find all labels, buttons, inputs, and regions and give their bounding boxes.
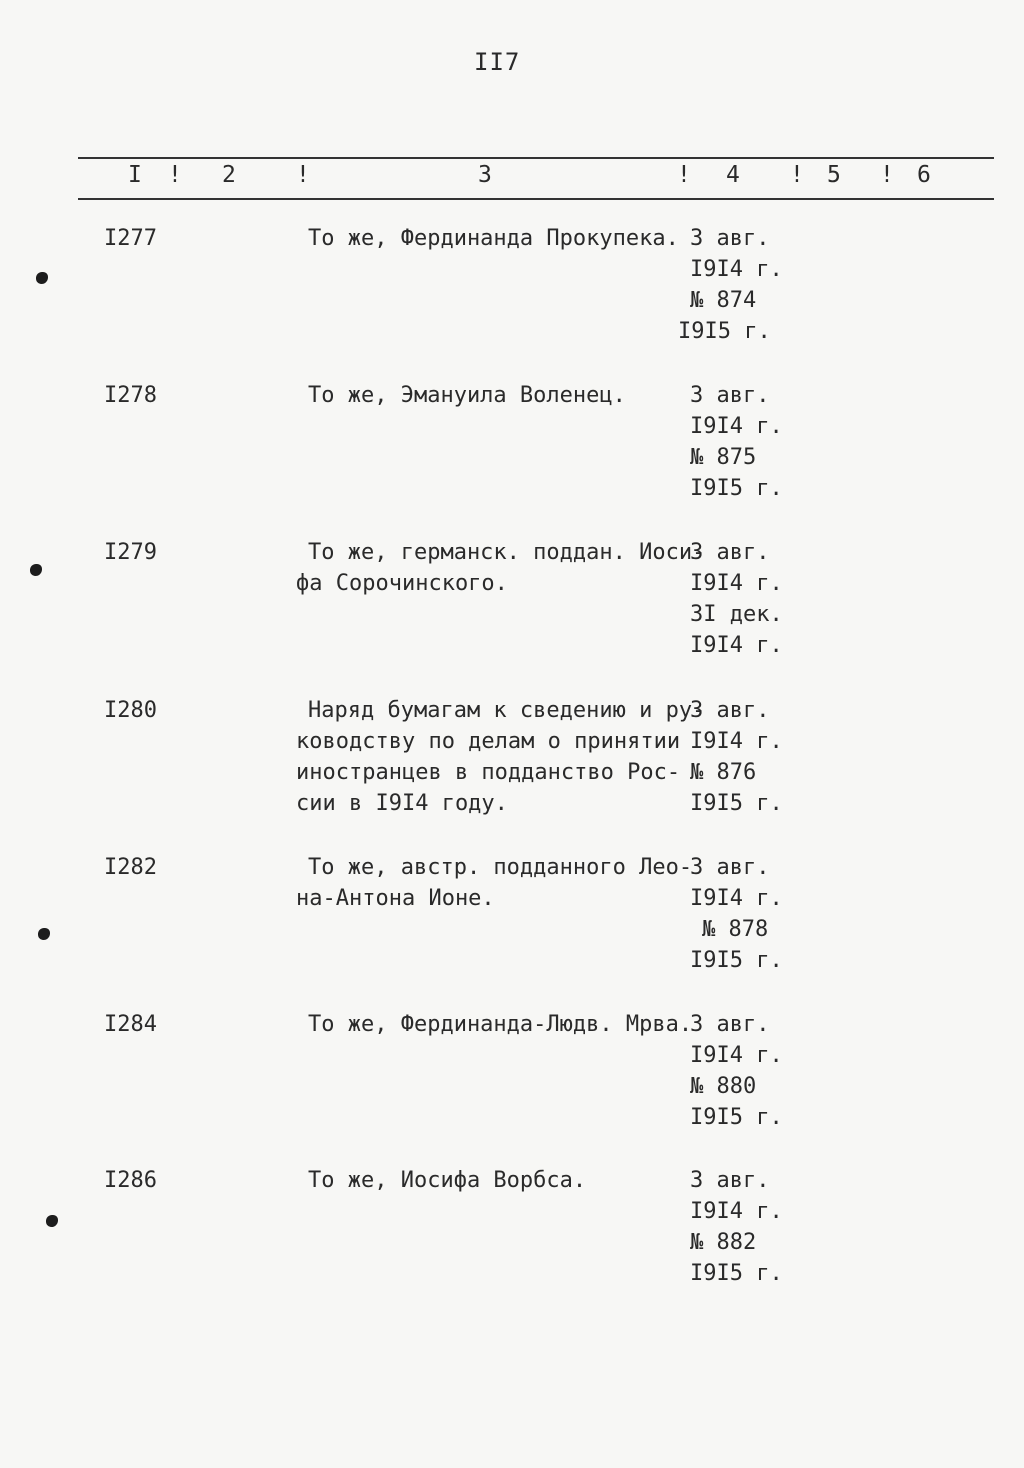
date-line: № 876 <box>690 760 757 785</box>
description-line: фа Сорочинского. <box>296 571 508 596</box>
description-line: сии в I9I4 году. <box>296 791 508 816</box>
date-line: I9I5 г. <box>690 476 783 501</box>
entry-description <box>296 1009 693 1040</box>
description-line: Наряд бумагам к сведению и ру- <box>308 698 706 723</box>
punch-hole-mark <box>36 272 48 284</box>
date-line: I9I4 г. <box>690 633 783 658</box>
entry-date <box>690 380 783 504</box>
date-line: I9I4 г. <box>690 257 783 282</box>
date-line: I9I4 г. <box>690 886 783 911</box>
header-separator: ! <box>880 162 894 188</box>
description-line: То же, австр. подданного Лео- <box>308 855 693 880</box>
date-line: I9I4 г. <box>690 1043 783 1068</box>
punch-hole-mark <box>30 564 42 576</box>
entry-date <box>690 695 783 819</box>
date-line: I9I5 г. <box>690 948 783 973</box>
header-separator: ! <box>168 162 182 188</box>
header-col-1: I <box>128 162 142 188</box>
entry-description <box>296 1165 686 1196</box>
entry-number: I286 <box>104 1168 157 1193</box>
header-separator: ! <box>296 162 310 188</box>
header-col-2: 2 <box>222 162 236 188</box>
date-line: I9I5 г. <box>690 791 783 816</box>
entry-description <box>296 537 706 599</box>
entry-date <box>678 223 783 347</box>
date-line: № 882 <box>690 1230 757 1255</box>
entry-description <box>296 223 686 254</box>
entry-description <box>296 695 706 819</box>
description-line: ководству по делам о принятии <box>296 729 681 754</box>
entry-date <box>690 1165 783 1289</box>
date-line: 3 авг. <box>690 698 770 723</box>
entry-description <box>296 380 686 411</box>
date-line: 3 авг. <box>690 855 770 880</box>
header-separator: ! <box>677 162 691 188</box>
date-line: I9I4 г. <box>690 414 783 439</box>
date-line: I9I5 г. <box>690 1261 783 1286</box>
header-col-5: 5 <box>827 162 841 188</box>
date-line: I9I5 г. <box>690 1105 783 1130</box>
date-line: I9I4 г. <box>690 571 783 596</box>
date-line: 3 авг. <box>690 1168 770 1193</box>
date-line: 3 авг. <box>690 226 770 251</box>
entry-date <box>690 1009 783 1133</box>
entry-number: I282 <box>104 855 157 880</box>
header-col-3: 3 <box>478 162 492 188</box>
description-line: То же, Фердинанда Прокупека. <box>308 226 679 251</box>
entry-number: I278 <box>104 383 157 408</box>
date-line: 3 авг. <box>690 540 770 565</box>
header-col-6: 6 <box>917 162 931 188</box>
header-rule-top <box>78 157 994 159</box>
header-col-4: 4 <box>726 162 740 188</box>
entry-date <box>690 537 783 661</box>
date-line: I9I5 г. <box>678 319 771 344</box>
punch-hole-mark <box>38 928 50 940</box>
entry-description <box>296 852 693 914</box>
description-line: иностранцев в подданство Рос- <box>296 760 681 785</box>
description-line: То же, германск. поддан. Иоси- <box>308 540 706 565</box>
date-line: № 878 <box>702 917 769 942</box>
description-line: То же, Фердинанда-Людв. Мрва. <box>308 1012 693 1037</box>
punch-hole-mark <box>46 1215 58 1227</box>
date-line: № 874 <box>690 288 757 313</box>
date-line: 3I дек. <box>690 602 783 627</box>
entry-number: I277 <box>104 226 157 251</box>
entry-number: I280 <box>104 698 157 723</box>
date-line: 3 авг. <box>690 1012 770 1037</box>
date-line: I9I4 г. <box>690 729 783 754</box>
date-line: № 875 <box>690 445 757 470</box>
description-line: То же, Эмануила Воленец. <box>308 383 626 408</box>
date-line: 3 авг. <box>690 383 770 408</box>
page-number: II7 <box>474 48 521 76</box>
date-line: № 880 <box>690 1074 757 1099</box>
description-line: на-Антона Ионе. <box>296 886 495 911</box>
header-rule-bottom <box>78 198 994 200</box>
header-separator: ! <box>790 162 804 188</box>
description-line: То же, Иосифа Ворбса. <box>308 1168 587 1193</box>
entry-number: I279 <box>104 540 157 565</box>
entry-number: I284 <box>104 1012 157 1037</box>
date-line: I9I4 г. <box>690 1199 783 1224</box>
entry-date <box>690 852 783 976</box>
